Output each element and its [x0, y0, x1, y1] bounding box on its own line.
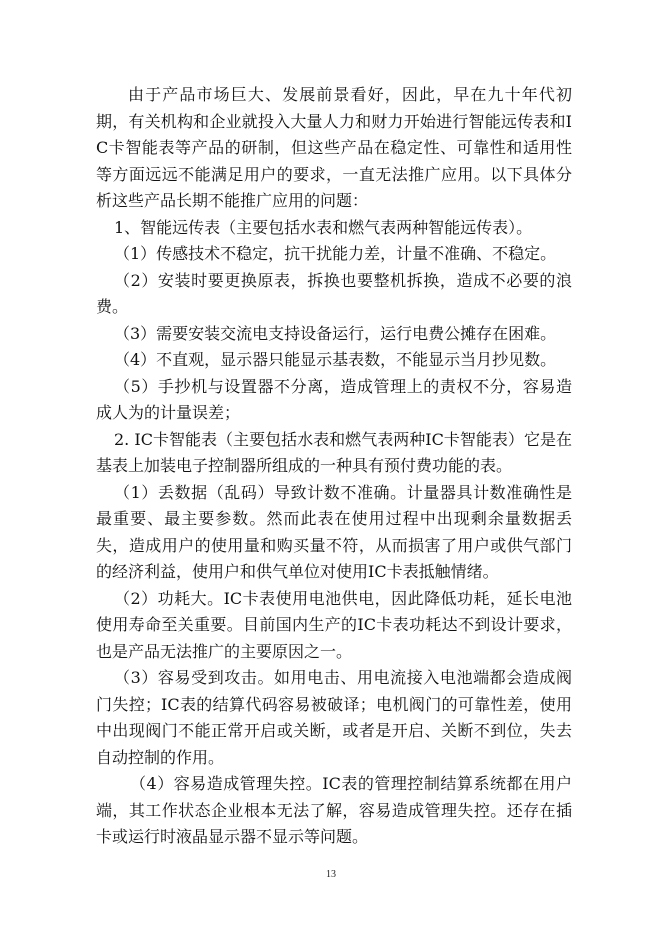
section-1-item-5: （5）手抄机与设置器不分离，造成管理上的责权不分，容易造成人为的计量误差；	[96, 376, 572, 422]
section-2-item-1: （1）丢数据（乱码）导致计数不准确。计量器具计数准确性是最重要、最主要参数。然而此表在使用过程中出现剩余量数据丢失，造成用户的使用量和购买量不符，从而损害了用户或供气部门的经济利益，使用户和供气单位对使用IC卡表抵触情绪。	[96, 482, 572, 581]
section-2-item-2: （2）功耗大。IC卡表使用电池供电，因此降低功耗，延长电池使用寿命至关重要。目前国内生产的IC卡表功耗达不到设计要求，也是产品无法推广的主要原因之一。	[96, 588, 572, 661]
section-1-item-1: （1）传感技术不稳定，抗干扰能力差，计量不准确、不稳定。	[114, 244, 557, 263]
intro-paragraph: 由于产品市场巨大、发展前景看好，因此，早在九十年代初期，有关机构和企业就投入大量人力和财力开始进行智能远传表和IC卡智能表等产品的研制，但这些产品在稳定性、可靠性和适用性等方面远远不能满足用户的要求，一直无法推广应用。以下具体分析这些产品长期不能推广应用的问题：	[96, 85, 572, 210]
page-number: 13	[326, 869, 336, 880]
body-text	[96, 82, 572, 851]
section-2-item-3: （3）容易受到攻击。如用电击、用电流接入电池端都会造成阀门失控；IC表的结算代码容易被破译；电机阀门的可靠性差，使用中出现阀门不能正常开启或关断，或者是开启、关断不到位，失去自动控制的作用。	[96, 668, 572, 767]
section-1-item-3: （3）需要安装交流电支持设备运行，运行电费公摊存在困难。	[114, 323, 557, 343]
section-2-heading: 2. IC卡智能表（主要包括水表和燃气表两种IC卡智能表）它是在基表上加装电子控制器所组成的一种具有预付费功能的表。	[96, 429, 572, 475]
section-1-item-2: （2）安装时要更换原表，拆换也要整机拆换，造成不必要的浪费。	[96, 270, 572, 316]
section-2-item-4: （4）容易造成管理失控。IC表的管理控制结算系统都在用户端，其工作状态企业根本无法了解，容易造成管理失控。还存在插卡或运行时液晶显示器不显示等问题。	[96, 774, 572, 846]
section-1-item-4: （4）不直观，显示器只能显示基表数，不能显示当月抄见数。	[114, 350, 557, 369]
section-1-heading: 1、智能远传表（主要包括水表和燃气表两种智能远传表）。	[114, 217, 533, 237]
